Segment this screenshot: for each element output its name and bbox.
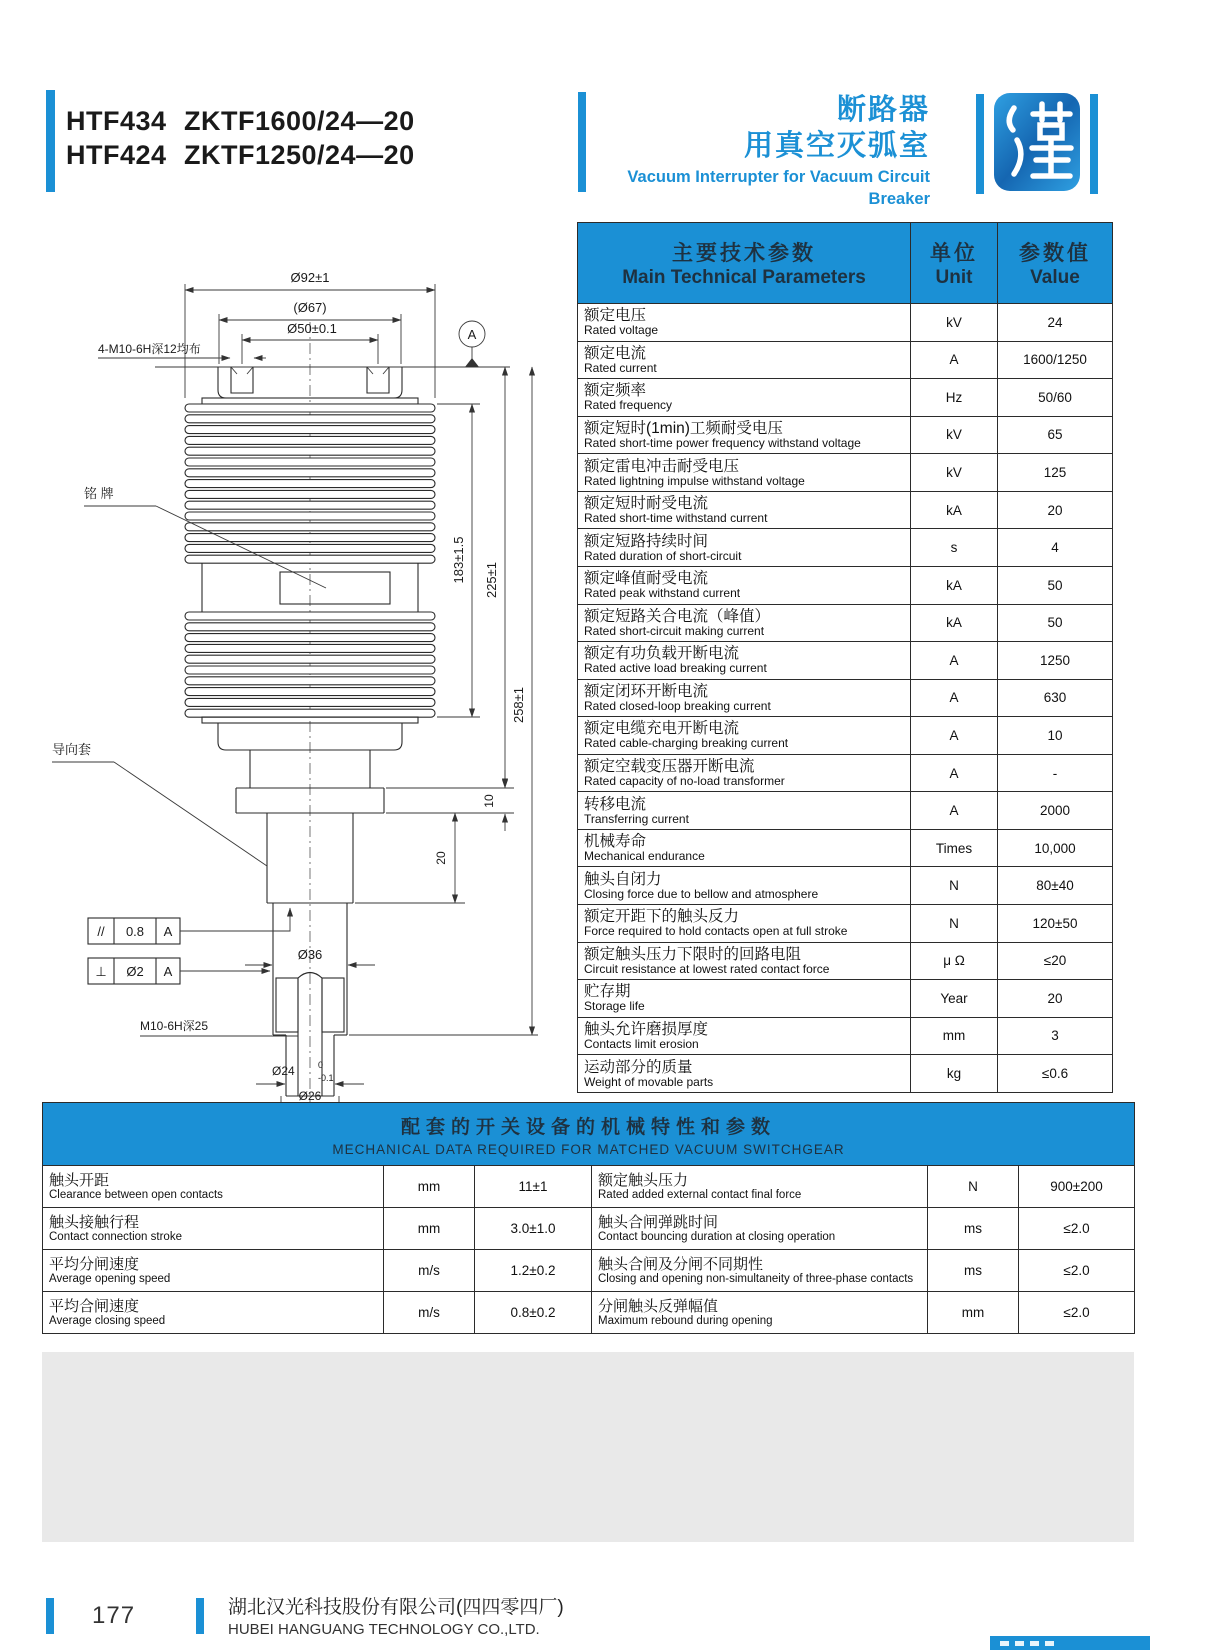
nameplate-area bbox=[280, 572, 390, 604]
tolerance-frame-parallelism bbox=[88, 908, 290, 944]
callout-bolt-top bbox=[98, 341, 266, 358]
page-title bbox=[590, 92, 930, 210]
mechanical-data-table bbox=[42, 1102, 1135, 1334]
section-hatch-left bbox=[276, 978, 298, 1032]
callout-guide-sleeve bbox=[52, 742, 267, 866]
model-code: HTF424 bbox=[66, 140, 167, 170]
seal-side-bar-right bbox=[1090, 94, 1098, 194]
param-row: 额定短时(1min)工频耐受电压 Rated short-time power frequency withstand voltage kV 65 bbox=[578, 416, 1113, 454]
mech-row: 平均分闸速度 Average opening speed m/s 1.2±0.2 触头合闸及分闸不同期性 Closing and opening non-simultaneity of three-phase contacts ms ≤2.0 bbox=[43, 1250, 1135, 1292]
datum-a-symbol bbox=[459, 321, 485, 367]
param-row: 额定开距下的触头反力 Force required to hold contacts open at full stroke N 120±50 bbox=[578, 905, 1113, 943]
ceramic-rib-stack bbox=[185, 404, 435, 717]
header-accent-bar-left bbox=[46, 90, 55, 192]
title-zh-1: 断路器 bbox=[836, 94, 930, 126]
svg-text:0.8: 0.8 bbox=[125, 924, 145, 939]
svg-text:A: A bbox=[163, 924, 173, 939]
seal-side-bar-left bbox=[976, 94, 984, 194]
param-row: 运动部分的质量 Weight of movable parts kg ≤0.6 bbox=[578, 1055, 1113, 1093]
company-name-zh: 湖北汉光科技股份有限公司(四四零四厂) bbox=[228, 1597, 564, 1618]
dim-10 bbox=[386, 770, 514, 831]
footer-accent-bar-2 bbox=[196, 1598, 204, 1634]
svg-text:4-M10-6H深12均布: 4-M10-6H深12均布 bbox=[98, 342, 201, 356]
dim-20 bbox=[355, 813, 465, 903]
svg-text:Ø50±0.1: Ø50±0.1 bbox=[287, 321, 337, 336]
page-number: 177 bbox=[92, 1602, 136, 1629]
param-row: 额定触头压力下限时的回路电阻 Circuit resistance at lowest rated contact force μ Ω ≤20 bbox=[578, 942, 1113, 980]
svg-text:0: 0 bbox=[318, 1060, 324, 1070]
mech-row: 触头接触行程 Contact connection stroke mm 3.0±1.0 触头合闸弹跳时间 Contact bouncing duration at closing operation ms ≤2.0 bbox=[43, 1208, 1135, 1250]
svg-text:Ø26: Ø26 bbox=[298, 1089, 322, 1103]
param-row: 贮存期 Storage life Year 20 bbox=[578, 980, 1113, 1018]
svg-text:A: A bbox=[467, 327, 477, 342]
param-row: 转移电流 Transferring current A 2000 bbox=[578, 792, 1113, 830]
svg-text:Ø24: Ø24 bbox=[272, 1064, 295, 1078]
header-parameters bbox=[578, 223, 911, 304]
main-parameters-table bbox=[577, 222, 1113, 1093]
table-header-row bbox=[578, 223, 1113, 304]
param-row: 额定短时耐受电流 Rated short-time withstand current kA 20 bbox=[578, 491, 1113, 529]
svg-text:铭 牌: 铭 牌 bbox=[84, 486, 114, 501]
svg-text://: // bbox=[97, 924, 105, 939]
model-line bbox=[66, 138, 415, 172]
footer-edge-banner bbox=[990, 1636, 1150, 1650]
param-row: 额定空载变压器开断电流 Rated capacity of no-load transformer A - bbox=[578, 754, 1113, 792]
svg-text:Ø92±1: Ø92±1 bbox=[290, 270, 330, 285]
model-line bbox=[66, 104, 415, 138]
header-parameters-en: Main Technical Parameters bbox=[622, 267, 866, 288]
mech-table-header bbox=[43, 1103, 1135, 1166]
model-list bbox=[66, 104, 415, 172]
svg-text:Ø36: Ø36 bbox=[297, 947, 323, 962]
svg-text:M10-6H深25: M10-6H深25 bbox=[140, 1019, 209, 1033]
svg-text:A: A bbox=[163, 964, 173, 979]
param-row: 额定短路持续时间 Rated duration of short-circuit s 4 bbox=[578, 529, 1113, 567]
mech-row: 平均合闸速度 Average closing speed m/s 0.8±0.2 分闸触头反弹幅值 Maximum rebound during opening mm ≤2.0 bbox=[43, 1292, 1135, 1334]
svg-text:20: 20 bbox=[434, 851, 448, 865]
param-row: 额定短路关合电流（峰值） Rated short-circuit making current kA 50 bbox=[578, 604, 1113, 642]
footer-accent-bar-1 bbox=[46, 1598, 54, 1634]
svg-text:183±1.5: 183±1.5 bbox=[451, 536, 466, 584]
header-parameters-zh: 主要技术参数 bbox=[672, 242, 816, 265]
header-unit: 单位 Unit bbox=[911, 223, 998, 304]
param-row: 额定电缆充电开断电流 Rated cable-charging breaking current A 10 bbox=[578, 717, 1113, 755]
dim-183 bbox=[437, 404, 480, 717]
title-en: Vacuum Interrupter for Vacuum Circuit Breaker bbox=[627, 168, 930, 208]
svg-text:⊥: ⊥ bbox=[95, 964, 107, 979]
param-row: 额定闭环开断电流 Rated closed-loop breaking current A 630 bbox=[578, 679, 1113, 717]
mech-title-zh: 配套的开关设备的机械特性和参数 bbox=[400, 1116, 776, 1138]
model-code: HTF434 bbox=[66, 106, 167, 136]
mech-title-en: MECHANICAL DATA REQUIRED FOR MATCHED VACUUM SWITCHGEAR bbox=[332, 1141, 845, 1157]
callout-bolt-bottom bbox=[140, 1019, 298, 1036]
company-name-en: HUBEI HANGUANG TECHNOLOGY CO.,LTD. bbox=[228, 1621, 540, 1638]
model-spec: ZKTF1600/24—20 bbox=[184, 106, 415, 136]
section-hatch-right bbox=[322, 978, 344, 1032]
param-row: 额定雷电冲击耐受电压 Rated lightning impulse withstand voltage kV 125 bbox=[578, 454, 1113, 492]
header-value: 参数值 Value bbox=[998, 223, 1113, 304]
param-row: 机械寿命 Mechanical endurance Times 10,000 bbox=[578, 829, 1113, 867]
param-row: 额定电压 Rated voltage kV 24 bbox=[578, 304, 1113, 342]
mech-row: 触头开距 Clearance between open contacts mm 11±1 额定触头压力 Rated added external contact final force N 900±200 bbox=[43, 1166, 1135, 1208]
tolerance-frame-perpendicularity bbox=[88, 958, 270, 984]
svg-text:225±1: 225±1 bbox=[484, 561, 499, 599]
param-row: 触头允许磨损厚度 Contacts limit erosion mm 3 bbox=[578, 1017, 1113, 1055]
svg-text:-0.1: -0.1 bbox=[318, 1073, 334, 1083]
param-row: 额定频率 Rated frequency Hz 50/60 bbox=[578, 379, 1113, 417]
title-zh-2: 用真空灭弧室 bbox=[743, 130, 930, 162]
param-row: 触头自闭力 Closing force due to bellow and atmosphere N 80±40 bbox=[578, 867, 1113, 905]
dim-dia50 bbox=[242, 321, 378, 364]
vacuum-interrupter-drawing bbox=[40, 230, 540, 1110]
company-info bbox=[228, 1596, 564, 1640]
model-spec: ZKTF1250/24—20 bbox=[184, 140, 415, 170]
company-seal-logo-icon bbox=[992, 90, 1082, 194]
svg-text:258±1: 258±1 bbox=[511, 686, 526, 724]
svg-text:(Ø67): (Ø67) bbox=[293, 300, 327, 315]
param-row: 额定峰值耐受电流 Rated peak withstand current kA 50 bbox=[578, 566, 1113, 604]
svg-text:10: 10 bbox=[482, 794, 496, 808]
param-row: 额定有功负载开断电流 Rated active load breaking current A 1250 bbox=[578, 642, 1113, 680]
title-accent-bar bbox=[578, 92, 586, 192]
param-row: 额定电流 Rated current A 1600/1250 bbox=[578, 341, 1113, 379]
svg-text:导向套: 导向套 bbox=[52, 742, 92, 757]
placeholder-image-area bbox=[42, 1352, 1134, 1542]
svg-text:Ø2: Ø2 bbox=[126, 964, 144, 979]
